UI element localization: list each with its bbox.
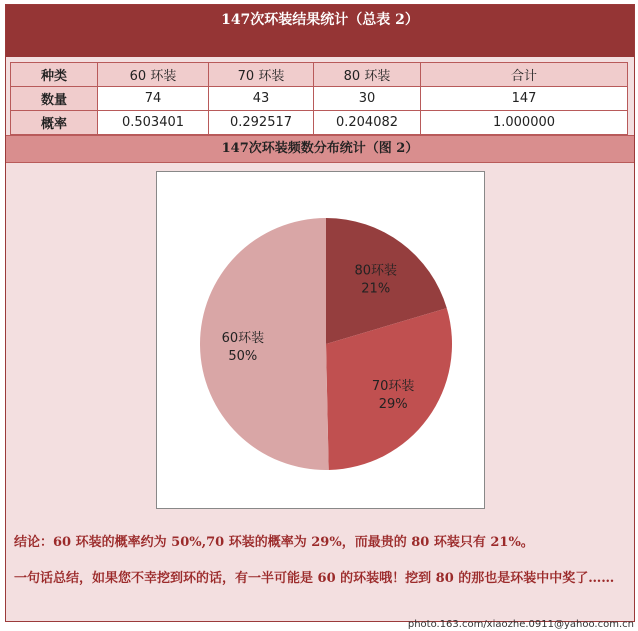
stats-table: [10, 62, 628, 135]
conclusion-line: 结论：60 环装的概率约为 50%,70 环装的概率为 29%，而最贵的 80 环装只有 21%。: [14, 535, 534, 550]
category-cell: 合计: [421, 63, 628, 87]
count-cell: 30: [314, 87, 421, 111]
table-row: [11, 63, 628, 87]
count-cell: 74: [98, 87, 209, 111]
count-cell: 147: [421, 87, 628, 111]
category-cell: 70 环装: [209, 63, 314, 87]
count-cell: 43: [209, 87, 314, 111]
summary-line: 一句话总结，如果您不幸挖到环的话，有一半可能是 60 的环装哦！挖到 80 的那也是环装中中奖了……: [14, 571, 615, 586]
slice-label: 70环装: [371, 379, 415, 395]
pie-slice: [200, 218, 329, 470]
slice-percent-label: 21%: [361, 281, 391, 297]
probability-cell: 0.204082: [314, 111, 421, 135]
stats-panel: [5, 4, 635, 622]
slice-label: 80环装: [354, 263, 398, 279]
pie-chart: [157, 172, 484, 508]
probability-cell: 1.000000: [421, 111, 628, 135]
pie-chart-box: [156, 171, 485, 509]
category-cell: 60 环装: [98, 63, 209, 87]
slice-percent-label: 50%: [228, 348, 258, 364]
watermark: photo.163.com/xiaozhe.0911@yahoo.com.cn: [407, 619, 634, 630]
conclusion-text: [14, 532, 629, 604]
row-header: 数量: [11, 87, 98, 111]
page-title: 147次环装结果统计（总表 2）: [6, 5, 634, 57]
table-row: [11, 87, 628, 111]
probability-cell: 0.503401: [98, 111, 209, 135]
chart-title: 147次环装频数分布统计（图 2）: [6, 135, 634, 163]
category-cell: 80 环装: [314, 63, 421, 87]
row-header: 种类: [11, 63, 98, 87]
slice-label: 60环装: [221, 330, 265, 346]
slice-percent-label: 29%: [378, 397, 408, 413]
probability-cell: 0.292517: [209, 111, 314, 135]
table-row: [11, 111, 628, 135]
row-header: 概率: [11, 111, 98, 135]
